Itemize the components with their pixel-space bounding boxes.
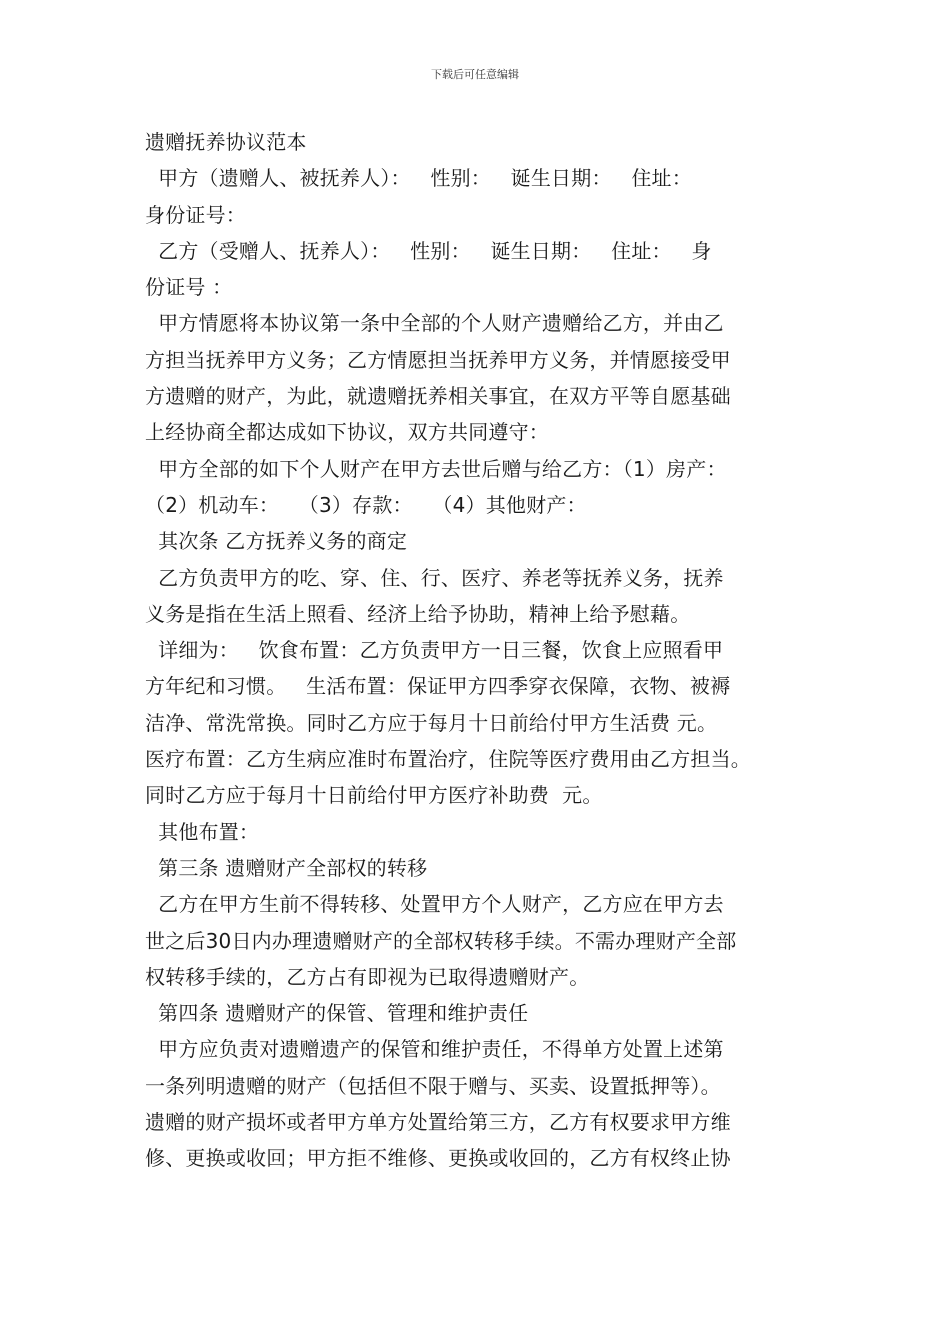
party-b-line: 乙方（受赠人、抚养人）： 性别： 诞生日期： 住址： 身 xyxy=(145,238,712,263)
section-heading: 其次条 乙方抚养义务的商定 xyxy=(145,529,408,554)
paragraph-line: 同时乙方应于每月十日前给付甲方医疗补助费 元。 xyxy=(145,783,603,808)
paragraph-line: 权转移手续的，乙方占有即视为已取得遗赠财产。 xyxy=(145,964,590,989)
paragraph-line: 修、更换或收回；甲方拒不维修、更换或收回的，乙方有权终止协 xyxy=(145,1146,731,1171)
paragraph-line: 方担当抚养甲方义务；乙方情愿担当抚养甲方义务，并情愿接受甲 xyxy=(145,347,731,372)
paragraph-line: 方年纪和习惯。 生活布置：保证甲方四季穿衣保障，衣物、被褥 xyxy=(145,674,731,699)
header-note: 下载后可任意编辑 xyxy=(431,68,519,81)
document-title: 遗赠抚养协议范本 xyxy=(145,130,307,154)
document-body xyxy=(145,124,820,1177)
paragraph-line: 遗赠的财产损坏或者甲方单方处置给第三方，乙方有权要求甲方维 xyxy=(145,1110,731,1135)
paragraph-line: 义务是指在生活上照看、经济上给予协助，精神上给予慰藉。 xyxy=(145,601,691,626)
paragraph-line: 乙方在甲方生前不得转移、处置甲方个人财产，乙方应在甲方去 xyxy=(145,892,724,917)
paragraph-line: 一条列明遗赠的财产（包括但不限于赠与、买卖、设置抵押等）。 xyxy=(145,1073,721,1098)
paragraph-line: 世之后30日内办理遗赠财产的全部权转移手续。不需办理财产全部 xyxy=(145,928,737,953)
paragraph-line: （2）机动车： （3）存款： （4）其他财产： xyxy=(145,492,587,517)
paragraph-line: 甲方应负责对遗赠遗产的保管和维护责任，不得单方处置上述第 xyxy=(145,1037,724,1062)
paragraph-line: 洁净、常洗常换。同时乙方应于每月十日前给付甲方生活费 元。 xyxy=(145,710,718,735)
section-heading: 第四条 遗赠财产的保管、管理和维护责任 xyxy=(145,1001,529,1026)
paragraph-line: 其他布置： xyxy=(145,819,260,844)
paragraph-line: 医疗布置：乙方生病应准时布置治疗，住院等医疗费用由乙方担当。 xyxy=(145,747,751,772)
party-a-id-line: 身份证号： xyxy=(145,202,246,227)
paragraph-line: 乙方负责甲方的吃、穿、住、行、医疗、养老等抚养义务，抚养 xyxy=(145,565,724,590)
paragraph-line: 方遗赠的财产，为此，就遗赠抚养相关事宜，在双方平等自愿基础 xyxy=(145,384,731,409)
section-heading: 第三条 遗赠财产全部权的转移 xyxy=(145,855,428,880)
paragraph-line: 甲方全部的如下个人财产在甲方去世后赠与给乙方：（1）房产： xyxy=(145,456,727,481)
party-a-line: 甲方（遗赠人、被抚养人）： 性别： 诞生日期： 住址： xyxy=(145,166,692,191)
paragraph-line: 甲方情愿将本协议第一条中全部的个人财产遗赠给乙方，并由乙 xyxy=(145,311,724,336)
paragraph-line: 上经协商全都达成如下协议，双方共同遵守： xyxy=(145,420,549,445)
paragraph-line: 详细为： 饮食布置：乙方负责甲方一日三餐，饮食上应照看甲 xyxy=(145,638,724,663)
party-b-id-line: 份证号 ： xyxy=(145,275,233,300)
